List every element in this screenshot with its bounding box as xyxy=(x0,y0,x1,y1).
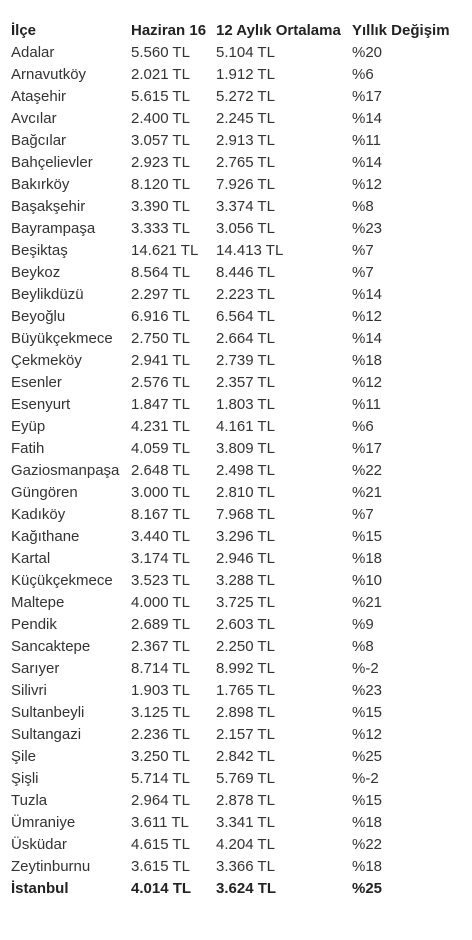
table-row xyxy=(11,108,462,130)
table-row xyxy=(11,240,462,262)
table-row xyxy=(11,790,462,812)
cell-annual-change: %21 xyxy=(352,594,383,611)
cell-june-16: 5.560 TL xyxy=(131,44,190,61)
cell-district: Silivri xyxy=(11,682,47,699)
table-row xyxy=(11,174,462,196)
cell-12-month-average: 3.374 TL xyxy=(216,198,275,215)
cell-12-month-average: 3.809 TL xyxy=(216,440,275,457)
cell-june-16: 2.367 TL xyxy=(131,638,190,655)
header-june-16: Haziran 16 xyxy=(131,22,207,39)
cell-june-16: 2.689 TL xyxy=(131,616,190,633)
cell-annual-change: %11 xyxy=(352,132,381,149)
cell-district: Kağıthane xyxy=(11,528,80,545)
cell-district: Şile xyxy=(11,748,37,765)
cell-june-16: 2.923 TL xyxy=(131,154,190,171)
cell-12-month-average: 3.366 TL xyxy=(216,858,275,875)
cell-12-month-average: 5.272 TL xyxy=(216,88,275,105)
cell-annual-change: %18 xyxy=(352,814,383,831)
cell-annual-change: %18 xyxy=(352,858,383,875)
cell-12-month-average: 2.878 TL xyxy=(216,792,275,809)
cell-12-month-average: 3.056 TL xyxy=(216,220,275,237)
cell-district: Büyükçekmece xyxy=(11,330,113,347)
cell-june-16: 5.615 TL xyxy=(131,88,190,105)
table-row xyxy=(11,526,462,548)
cell-district: Beşiktaş xyxy=(11,242,68,259)
cell-june-16: 8.120 TL xyxy=(131,176,190,193)
table-row xyxy=(11,394,462,416)
cell-12-month-average: 1.765 TL xyxy=(216,682,275,699)
cell-12-month-average: 1.912 TL xyxy=(216,66,275,83)
total-12-month-average: 3.624 TL xyxy=(216,880,277,897)
cell-annual-change: %20 xyxy=(352,44,383,61)
total-june-16: 4.014 TL xyxy=(131,880,192,897)
cell-june-16: 2.021 TL xyxy=(131,66,190,83)
cell-june-16: 3.615 TL xyxy=(131,858,190,875)
cell-12-month-average: 2.223 TL xyxy=(216,286,275,303)
cell-annual-change: %14 xyxy=(352,286,383,303)
table-row xyxy=(11,196,462,218)
table-row xyxy=(11,306,462,328)
cell-june-16: 3.057 TL xyxy=(131,132,190,149)
cell-annual-change: %17 xyxy=(352,88,383,105)
cell-district: Şişli xyxy=(11,770,39,787)
header-12-month-average: 12 Aylık Ortalama xyxy=(216,22,341,39)
total-row xyxy=(11,878,462,900)
cell-june-16: 2.648 TL xyxy=(131,462,190,479)
cell-12-month-average: 7.926 TL xyxy=(216,176,275,193)
cell-june-16: 4.231 TL xyxy=(131,418,190,435)
cell-june-16: 4.615 TL xyxy=(131,836,190,853)
cell-district: Arnavutköy xyxy=(11,66,87,83)
table-row xyxy=(11,482,462,504)
cell-district: Kadıköy xyxy=(11,506,66,523)
cell-annual-change: %23 xyxy=(352,220,383,237)
table-row xyxy=(11,812,462,834)
cell-june-16: 3.250 TL xyxy=(131,748,190,765)
cell-annual-change: %12 xyxy=(352,374,383,391)
table-row xyxy=(11,680,462,702)
table-row xyxy=(11,328,462,350)
cell-annual-change: %9 xyxy=(352,616,374,633)
cell-district: Bağcılar xyxy=(11,132,67,149)
cell-district: Eyüp xyxy=(11,418,46,435)
table-row xyxy=(11,42,462,64)
cell-june-16: 3.390 TL xyxy=(131,198,190,215)
table-row xyxy=(11,262,462,284)
cell-12-month-average: 3.725 TL xyxy=(216,594,275,611)
cell-june-16: 1.847 TL xyxy=(131,396,190,413)
cell-annual-change: %11 xyxy=(352,396,381,413)
cell-annual-change: %18 xyxy=(352,550,383,567)
cell-annual-change: %12 xyxy=(352,726,383,743)
cell-district: Ataşehir xyxy=(11,88,67,105)
cell-june-16: 4.000 TL xyxy=(131,594,190,611)
cell-12-month-average: 3.341 TL xyxy=(216,814,275,831)
cell-district: Küçükçekmece xyxy=(11,572,113,589)
cell-june-16: 2.964 TL xyxy=(131,792,190,809)
cell-annual-change: %21 xyxy=(352,484,383,501)
cell-june-16: 4.059 TL xyxy=(131,440,190,457)
cell-district: Esenyurt xyxy=(11,396,71,413)
cell-12-month-average: 2.245 TL xyxy=(216,110,275,127)
cell-12-month-average: 4.204 TL xyxy=(216,836,275,853)
cell-june-16: 2.400 TL xyxy=(131,110,190,127)
cell-district: Üsküdar xyxy=(11,836,67,853)
cell-june-16: 2.576 TL xyxy=(131,374,190,391)
cell-12-month-average: 6.564 TL xyxy=(216,308,275,325)
cell-12-month-average: 5.769 TL xyxy=(216,770,275,787)
table-header-row xyxy=(11,20,462,42)
table-row xyxy=(11,350,462,372)
cell-12-month-average: 3.296 TL xyxy=(216,528,275,545)
table-row xyxy=(11,614,462,636)
cell-12-month-average: 2.498 TL xyxy=(216,462,275,479)
cell-district: Zeytinburnu xyxy=(11,858,91,875)
table-body xyxy=(11,42,462,878)
cell-june-16: 3.174 TL xyxy=(131,550,190,567)
cell-district: Sarıyer xyxy=(11,660,60,677)
cell-annual-change: %18 xyxy=(352,352,383,369)
cell-annual-change: %14 xyxy=(352,330,383,347)
table-row xyxy=(11,218,462,240)
cell-district: Maltepe xyxy=(11,594,65,611)
table-row xyxy=(11,130,462,152)
cell-june-16: 2.941 TL xyxy=(131,352,190,369)
cell-12-month-average: 2.739 TL xyxy=(216,352,275,369)
table-row xyxy=(11,636,462,658)
cell-12-month-average: 2.898 TL xyxy=(216,704,275,721)
cell-12-month-average: 4.161 TL xyxy=(216,418,275,435)
cell-annual-change: %-2 xyxy=(352,770,379,787)
table-row xyxy=(11,768,462,790)
cell-annual-change: %12 xyxy=(352,176,383,193)
cell-district: Çekmeköy xyxy=(11,352,82,369)
table-row xyxy=(11,86,462,108)
cell-district: Başakşehir xyxy=(11,198,86,215)
cell-12-month-average: 2.913 TL xyxy=(216,132,275,149)
cell-june-16: 3.333 TL xyxy=(131,220,190,237)
cell-annual-change: %22 xyxy=(352,836,383,853)
cell-annual-change: %17 xyxy=(352,440,383,457)
cell-district: Pendik xyxy=(11,616,57,633)
cell-district: Ümraniye xyxy=(11,814,76,831)
header-district: İlçe xyxy=(11,22,37,39)
cell-12-month-average: 8.446 TL xyxy=(216,264,275,281)
cell-annual-change: %-2 xyxy=(352,660,379,677)
cell-june-16: 2.297 TL xyxy=(131,286,190,303)
cell-annual-change: %10 xyxy=(352,572,383,589)
cell-district: Avcılar xyxy=(11,110,57,127)
cell-june-16: 5.714 TL xyxy=(131,770,190,787)
cell-june-16: 3.000 TL xyxy=(131,484,190,501)
cell-12-month-average: 2.664 TL xyxy=(216,330,275,347)
table-row xyxy=(11,746,462,768)
cell-district: Bayrampaşa xyxy=(11,220,96,237)
cell-12-month-average: 8.992 TL xyxy=(216,660,275,677)
cell-district: Bakırköy xyxy=(11,176,70,193)
cell-annual-change: %15 xyxy=(352,704,383,721)
cell-district: Kartal xyxy=(11,550,51,567)
cell-12-month-average: 14.413 TL xyxy=(216,242,284,259)
cell-annual-change: %6 xyxy=(352,418,374,435)
total-annual-change: %25 xyxy=(352,880,383,897)
table-row xyxy=(11,834,462,856)
cell-district: Gaziosmanpaşa xyxy=(11,462,120,479)
cell-district: Sultanbeyli xyxy=(11,704,85,721)
cell-district: Adalar xyxy=(11,44,55,61)
cell-12-month-average: 2.765 TL xyxy=(216,154,275,171)
cell-annual-change: %22 xyxy=(352,462,383,479)
cell-annual-change: %14 xyxy=(352,154,383,171)
cell-june-16: 2.236 TL xyxy=(131,726,190,743)
cell-12-month-average: 2.946 TL xyxy=(216,550,275,567)
table-row xyxy=(11,372,462,394)
cell-district: Beylikdüzü xyxy=(11,286,84,303)
cell-june-16: 3.440 TL xyxy=(131,528,190,545)
cell-12-month-average: 1.803 TL xyxy=(216,396,275,413)
cell-12-month-average: 2.810 TL xyxy=(216,484,275,501)
cell-june-16: 8.714 TL xyxy=(131,660,190,677)
cell-june-16: 3.523 TL xyxy=(131,572,190,589)
cell-annual-change: %23 xyxy=(352,682,383,699)
cell-june-16: 3.125 TL xyxy=(131,704,190,721)
cell-annual-change: %15 xyxy=(352,792,383,809)
cell-12-month-average: 2.157 TL xyxy=(216,726,275,743)
cell-annual-change: %8 xyxy=(352,638,374,655)
cell-district: Fatih xyxy=(11,440,45,457)
table-row xyxy=(11,504,462,526)
table-row xyxy=(11,856,462,878)
district-price-table xyxy=(11,20,462,900)
cell-annual-change: %14 xyxy=(352,110,383,127)
table-row xyxy=(11,658,462,680)
table-row xyxy=(11,416,462,438)
cell-annual-change: %6 xyxy=(352,66,374,83)
cell-annual-change: %7 xyxy=(352,506,374,523)
table-row xyxy=(11,570,462,592)
cell-june-16: 14.621 TL xyxy=(131,242,199,259)
cell-district: Beyoğlu xyxy=(11,308,66,325)
table-row xyxy=(11,152,462,174)
cell-district: Bahçelievler xyxy=(11,154,93,171)
header-annual-change: Yıllık Değişim xyxy=(352,22,450,39)
cell-district: Sancaktepe xyxy=(11,638,91,655)
cell-annual-change: %7 xyxy=(352,242,374,259)
cell-annual-change: %25 xyxy=(352,748,383,765)
cell-june-16: 8.167 TL xyxy=(131,506,190,523)
table-row xyxy=(11,438,462,460)
cell-annual-change: %8 xyxy=(352,198,374,215)
cell-june-16: 6.916 TL xyxy=(131,308,190,325)
table-row xyxy=(11,724,462,746)
cell-june-16: 3.611 TL xyxy=(131,814,189,831)
cell-annual-change: %12 xyxy=(352,308,383,325)
cell-district: Tuzla xyxy=(11,792,48,809)
cell-june-16: 8.564 TL xyxy=(131,264,190,281)
cell-annual-change: %15 xyxy=(352,528,383,545)
cell-district: Sultangazi xyxy=(11,726,82,743)
total-district: İstanbul xyxy=(11,880,69,897)
cell-12-month-average: 7.968 TL xyxy=(216,506,275,523)
cell-12-month-average: 2.357 TL xyxy=(216,374,275,391)
cell-12-month-average: 5.104 TL xyxy=(216,44,275,61)
table-row xyxy=(11,702,462,724)
cell-12-month-average: 2.842 TL xyxy=(216,748,275,765)
cell-district: Güngören xyxy=(11,484,78,501)
cell-district: Beykoz xyxy=(11,264,61,281)
cell-june-16: 1.903 TL xyxy=(131,682,190,699)
cell-annual-change: %7 xyxy=(352,264,374,281)
table-row xyxy=(11,548,462,570)
table-row xyxy=(11,284,462,306)
table-row xyxy=(11,592,462,614)
cell-june-16: 2.750 TL xyxy=(131,330,190,347)
cell-12-month-average: 2.250 TL xyxy=(216,638,275,655)
cell-district: Esenler xyxy=(11,374,62,391)
table-row xyxy=(11,64,462,86)
table-row xyxy=(11,460,462,482)
cell-12-month-average: 3.288 TL xyxy=(216,572,275,589)
cell-12-month-average: 2.603 TL xyxy=(216,616,275,633)
